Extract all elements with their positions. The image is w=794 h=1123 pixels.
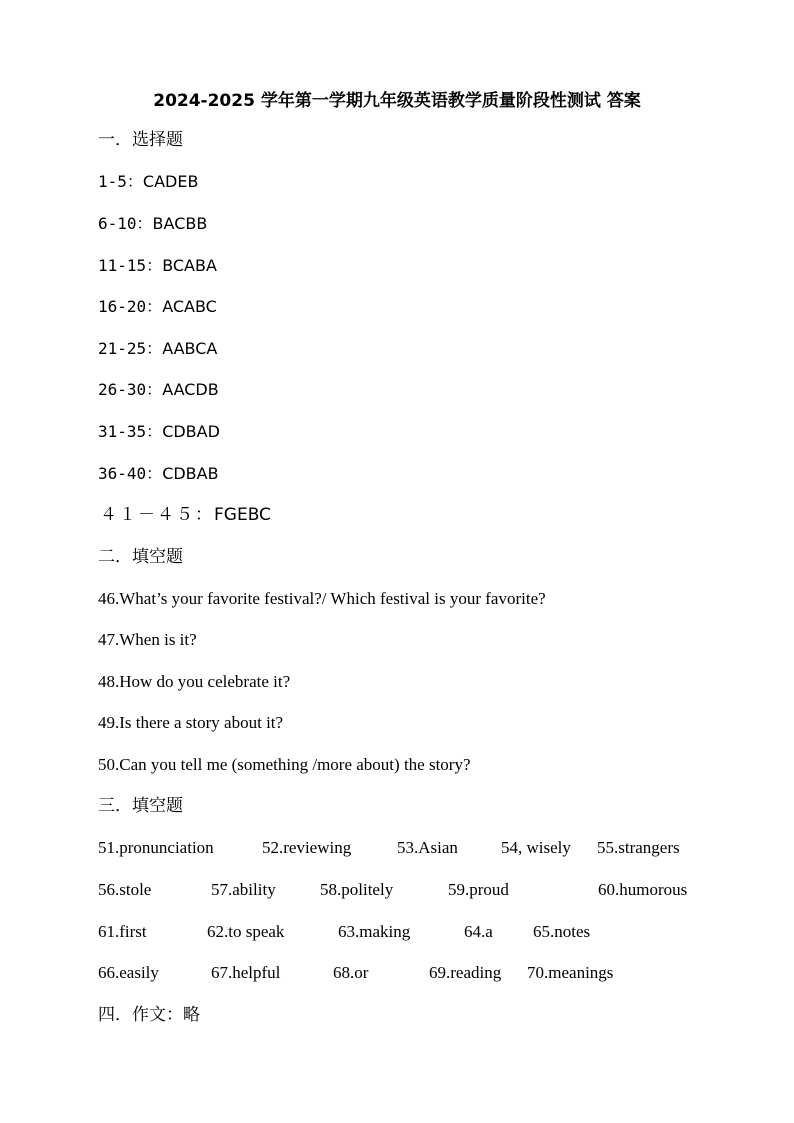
word-answer-69: 69.reading <box>429 963 502 982</box>
word-answer-65: 65.notes <box>533 922 591 941</box>
answer-range: 21-25 <box>98 339 147 358</box>
answer-row-5 <box>98 338 217 360</box>
word-answer-61: 61.first <box>98 922 147 941</box>
answer-separator: ： <box>146 422 163 441</box>
word-answer-59: 59.proud <box>448 880 509 899</box>
answer-range: 26-30 <box>98 380 147 399</box>
answer-range: ４１－４５ <box>100 505 195 525</box>
answer-separator: ： <box>195 505 214 525</box>
page-title: 2024-2025 学年第一学期九年级英语教学质量阶段性测试 答案 <box>153 91 641 111</box>
word-answer-51: 51.pronunciation <box>98 838 214 857</box>
answer-range: 31-35 <box>98 422 147 441</box>
answer-row-1 <box>98 171 198 193</box>
answer-separator: ： <box>146 464 163 483</box>
word-answer-64: 64.a <box>464 922 493 941</box>
answer-key: CADEB <box>142 172 199 191</box>
answer-range: 6-10 <box>98 214 137 233</box>
answer-row-3 <box>98 255 217 277</box>
answer-key: AABCA <box>162 339 218 358</box>
answer-separator: ： <box>146 380 163 399</box>
word-answer-63: 63.making <box>338 922 411 941</box>
word-answer-70: 70.meanings <box>527 963 614 982</box>
fill-answer-49: 49.Is there a story about it? <box>98 713 284 732</box>
answer-key: ACABC <box>162 297 217 316</box>
answer-key: CDBAD <box>162 422 220 441</box>
fill-answer-47: 47.When is it? <box>98 630 197 649</box>
word-answer-62: 62.to speak <box>207 922 285 941</box>
section2-heading: 二．填空题 <box>98 547 183 567</box>
answer-row-2 <box>98 213 207 235</box>
fill-answer-46: 46.What’s your favorite festival?/ Which festival is your favorite? <box>98 589 546 608</box>
word-answer-60: 60.humorous <box>598 880 688 899</box>
answer-key: BCABA <box>162 256 217 275</box>
word-answer-54: 54, wisely <box>501 838 571 857</box>
answer-row-4 <box>98 296 217 318</box>
word-answer-58: 58.politely <box>320 880 394 899</box>
answer-row-7 <box>98 421 220 443</box>
answer-row-9 <box>100 504 271 526</box>
section3-heading: 三．填空题 <box>98 796 183 816</box>
answer-separator: ： <box>126 172 143 191</box>
word-answer-66: 66.easily <box>98 963 159 982</box>
answer-separator: ： <box>146 256 163 275</box>
word-answer-57: 57.ability <box>211 880 276 899</box>
section4-heading: 四．作文：略 <box>98 1005 200 1025</box>
section1-heading: 一．选择题 <box>98 130 183 150</box>
answer-key: CDBAB <box>162 464 219 483</box>
answer-range: 1-5 <box>98 172 127 191</box>
answer-row-8 <box>98 463 219 485</box>
answer-range: 11-15 <box>98 256 147 275</box>
answer-row-6 <box>98 379 219 401</box>
word-answer-52: 52.reviewing <box>262 838 352 857</box>
answer-separator: ： <box>136 214 153 233</box>
answer-range: 16-20 <box>98 297 147 316</box>
word-answer-56: 56.stole <box>98 880 152 899</box>
fill-answer-48: 48.How do you celebrate it? <box>98 672 291 691</box>
word-answer-67: 67.helpful <box>211 963 281 982</box>
word-answer-53: 53.Asian <box>397 838 458 857</box>
fill-answer-50: 50.Can you tell me (something /more about) the story? <box>98 755 471 774</box>
answer-separator: ： <box>146 297 163 316</box>
answer-key: BACBB <box>152 214 208 233</box>
answer-separator: ： <box>146 339 163 358</box>
answer-range: 36-40 <box>98 464 147 483</box>
answer-key: FGEBC <box>214 505 271 525</box>
word-answer-55: 55.strangers <box>597 838 680 857</box>
answer-key: AACDB <box>162 380 219 399</box>
word-answer-68: 68.or <box>333 963 369 982</box>
